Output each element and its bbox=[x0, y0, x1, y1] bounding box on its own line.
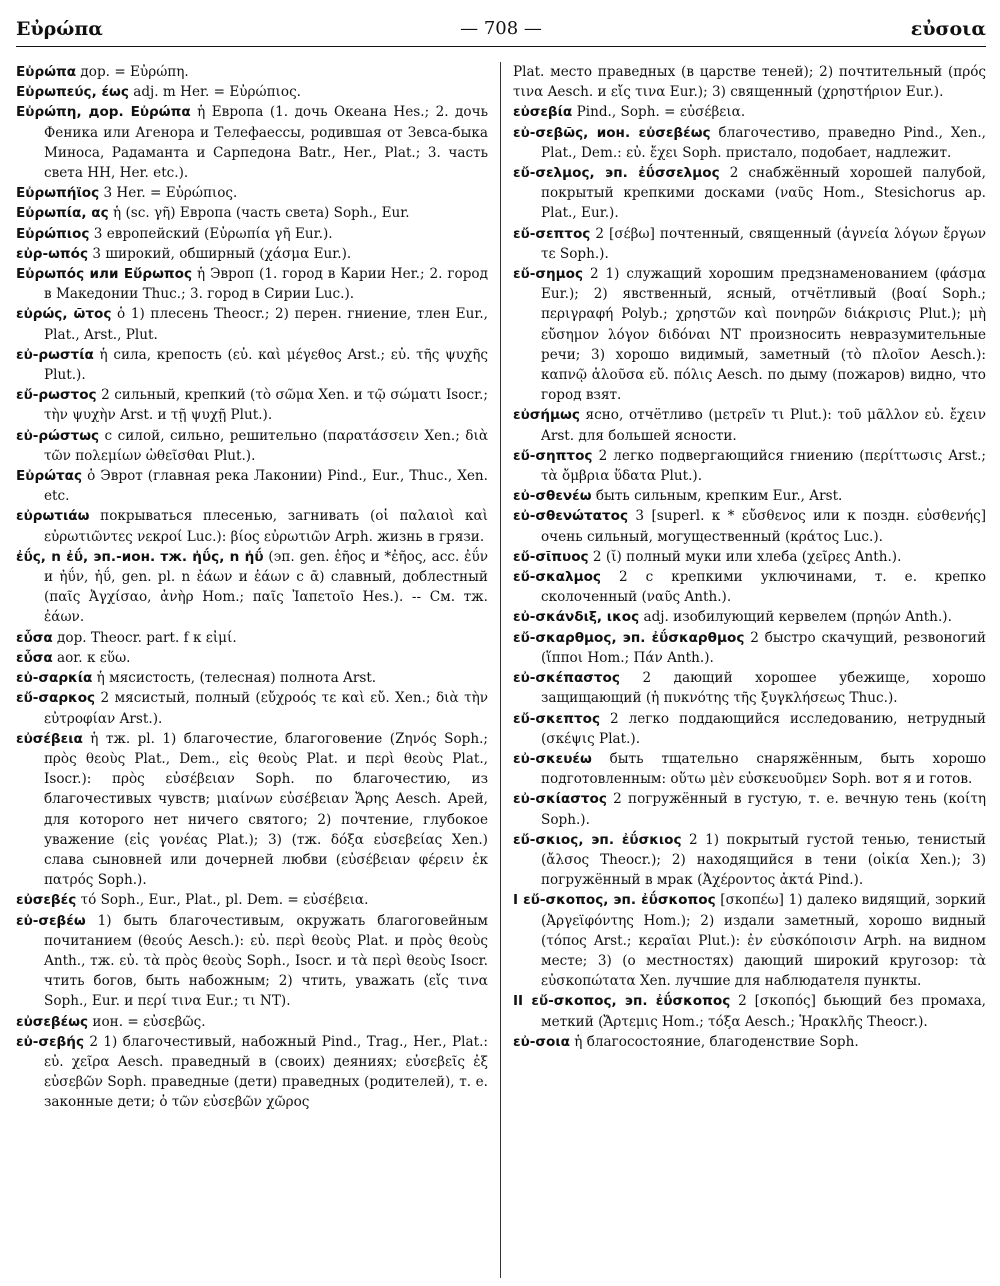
entry-definition: ἡ тж. pl. 1) благочестие, благоговение (Ζηνός Soph.; πρὸς θεοὺς Plat., Dem., εἰς θεοὺς Plat. и περὶ θεοὺς Plat., Isocr.): πρὸς εὐσέβειαν Soph. по благочестию, из благочестивых чувств; μιαίνων εὐσέβειαν Ἄρης Aesch. Арей, для которого нет ничего святого; 2) почтение, глубокое уважение (εἰς γονέας Plat.); 3) (тж. δόξα εὐσεβείας Xen.) слава сыновней или дочерней любви (εὐσέβειαν φέρειν ἐκ πατρός Soph.). bbox=[44, 730, 488, 889]
entry-headword: εὐ-ρώστως bbox=[16, 427, 100, 444]
entry-headword: Εὐρώτας bbox=[16, 468, 83, 485]
dictionary-entry bbox=[16, 224, 488, 244]
dictionary-entry bbox=[513, 102, 986, 122]
entry-definition: ἡ Европа (1. дочь Океана Hes.; 2. дочь Феника или Агенора и Телефаессы, родившая от Зевса-быка Миноса, Радаманта и Сарпедона Batr., Her., Plat.; 3. часть света HH, Her. etc.). bbox=[44, 104, 488, 182]
entry-headword: Εὐρωπός или Εὔρωπος bbox=[16, 266, 193, 283]
dictionary-entry bbox=[513, 264, 986, 405]
dictionary-entry bbox=[513, 749, 986, 789]
dictionary-entry bbox=[16, 729, 488, 891]
entry-headword: Εὐρωπήϊος bbox=[16, 185, 100, 202]
entry-headword: εὐ-σεβής bbox=[16, 1033, 85, 1050]
entry-definition: aor. к εὕω. bbox=[52, 649, 131, 666]
dictionary-entry bbox=[16, 911, 488, 1012]
entry-headword: εὔ-σηπτος bbox=[513, 447, 593, 464]
dictionary-entry bbox=[513, 628, 986, 668]
entry-definition: adj. изобилующий кервелем (πρηών Anth.). bbox=[639, 609, 952, 626]
entry-headword: Εὐρώπα bbox=[16, 64, 77, 80]
entry-headword: εὐρώς, ῶτος bbox=[16, 306, 112, 323]
dictionary-entry bbox=[16, 345, 488, 385]
entry-definition: 2 [σκοπός] бьющий без промаха, меткий (Ἄρτεμις Hom.; τόξα Aesch.; Ἡρακλῆς Theocr.). bbox=[541, 993, 986, 1030]
dictionary-entry bbox=[513, 506, 986, 546]
dictionary-entry bbox=[16, 244, 488, 264]
dictionary-entry bbox=[513, 446, 986, 486]
entry-definition: 3 широкий, обширный (χάσμα Eur.). bbox=[88, 245, 352, 262]
dictionary-entry bbox=[16, 506, 488, 546]
entry-headword: εὔ-σκιος, эп. ἐΰσκιος bbox=[513, 831, 682, 848]
entry-definition: ион. = εὐσεβῶς. bbox=[88, 1013, 206, 1030]
dictionary-entry bbox=[513, 607, 986, 627]
dictionary-entry bbox=[16, 1012, 488, 1032]
entry-definition: 2 легко подвергающийся гниению (περίττωσις Arst.; τὰ ὄμβρια ὕδατα Plut.). bbox=[541, 447, 986, 485]
entry-headword: εὐ-σκάνδιξ, ικος bbox=[513, 609, 640, 626]
entry-headword: I εὔ-σκοπος, эп. ἐΰσκοπος bbox=[513, 892, 716, 909]
entry-headword: Εὐρωπία, ας bbox=[16, 205, 109, 222]
entry-headword: Εὐρώπιος bbox=[16, 225, 90, 242]
entry-headword: εὐ-σαρκία bbox=[16, 670, 93, 687]
entry-headword: εὐσεβέως bbox=[16, 1013, 89, 1030]
entry-headword: εὐ-σοια bbox=[513, 1033, 570, 1050]
entry-headword: εὐσήμως bbox=[513, 407, 580, 424]
entry-headword: εὔ-σελμος, эп. ἐΰσσελμος bbox=[513, 165, 720, 182]
entry-headword: εὔ-σημος bbox=[513, 266, 584, 283]
dictionary-entry bbox=[16, 668, 488, 688]
dictionary-entry bbox=[513, 709, 986, 749]
entry-definition: 2 (ῐ) полный муки или хлеба (χεῖρες Anth.). bbox=[588, 548, 902, 565]
entry-definition: дор. = Εὐρώπη. bbox=[76, 64, 189, 80]
page-number: — 708 — bbox=[460, 18, 542, 39]
entry-definition: ἡ Эвроп (1. город в Карии Her.; 2. город в Македонии Thuc.; 3. город в Сирии Luc.). bbox=[44, 266, 488, 303]
entry-definition: с силой, сильно, решительно (παρατάσσειν Xen.; διὰ τῶν πολεμίων ὠθεῖσθαι Plut.). bbox=[44, 427, 488, 464]
header-right-guideword: εὐσοια bbox=[910, 18, 986, 40]
entry-headword: εὐ-σκίαστος bbox=[513, 791, 607, 808]
dictionary-entry bbox=[513, 991, 986, 1031]
entry-headword: εὖσα bbox=[16, 649, 53, 666]
dictionary-entry bbox=[16, 385, 488, 425]
entry-definition: ἡ благосостояние, благоденствие Soph. bbox=[569, 1033, 859, 1050]
dictionary-entry bbox=[16, 890, 488, 910]
entry-definition: 2 1) служащий хорошим предзнаменованием (φάσμα Eur.); 2) явственный, ясный, отчётливый (βοαί Soph.; περιγραφή Polyb.; χρηστῶν καὶ πονηρῶν διάκρισις Plut.); μὴ εὔσημον λόγον διδόναι NT произносить невразумительные речи; 3) хорошо видимый, заметный (τὸ πλοῖον Aesch.): καπνῷ ἁλοῦσα εὔ. πόλις Aesch. по дыму (пожаров) видно, что город взят. bbox=[541, 266, 986, 404]
entry-headword: ἐΰς, n ἐΰ, эп.-ион. тж. ἠΰς, n ἠΰ bbox=[16, 548, 264, 565]
entry-headword: εὔ-σῖπυος bbox=[513, 548, 589, 565]
entry-definition: 2 легко поддающийся исследованию, нетрудный (σκέψις Plat.). bbox=[541, 710, 986, 747]
entry-headword: εὐ-σθενώτατος bbox=[513, 508, 629, 525]
header-left-guideword: Εὐρώπα bbox=[16, 18, 103, 40]
entry-headword: εὐρωτιάω bbox=[16, 508, 90, 525]
entry-definition: 2 сильный, крепкий (τὸ σῶμα Xen. и τῷ σώματι Isocr.; τὴν ψυχὴν Arst. и τῇ ψυχῇ Plut.). bbox=[44, 387, 488, 424]
entry-headword: εὐ-σεβῶς, ион. εὐσεβέως bbox=[513, 124, 711, 141]
entry-headword: εὐσέβεια bbox=[16, 730, 83, 747]
entry-definition: 2 мясистый, полный (εὔχροός τε καὶ εὔ. Xen.; διὰ τὴν εὐτροφίαν Arst.). bbox=[44, 690, 488, 727]
dictionary-entry bbox=[513, 123, 986, 163]
dictionary-entry bbox=[513, 789, 986, 829]
right-column bbox=[501, 62, 986, 1278]
dictionary-entry bbox=[513, 163, 986, 224]
dictionary-entry bbox=[16, 82, 488, 102]
entry-headword: εὐ-σκέπαστος bbox=[513, 670, 620, 687]
entry-definition: 3 европейский (Εὐρωπία γῆ Eur.). bbox=[89, 225, 333, 242]
entry-headword: εὔ-σαρκος bbox=[16, 690, 96, 707]
dictionary-entry bbox=[16, 688, 488, 728]
entry-headword: Εὐρωπεύς, έως bbox=[16, 84, 129, 101]
dictionary-entry bbox=[513, 547, 986, 567]
entry-definition: 2 снабжённый хорошей палубой, покрытый крепкими досками (ναῦς Hom., Stesichorus ap. Plat., Eur.). bbox=[541, 165, 986, 222]
entry-definition: ὁ 1) плесень Theocr.; 2) перен. гниение, тлен Eur., Plat., Arst., Plut. bbox=[44, 306, 488, 343]
dictionary-entry bbox=[513, 668, 986, 708]
dictionary-entry bbox=[16, 203, 488, 223]
left-column bbox=[16, 62, 501, 1278]
entry-headword: εὖσα bbox=[16, 629, 53, 646]
dictionary-entry bbox=[513, 405, 986, 445]
entry-definition: (эп. gen. ἑῆος и *ἐῆος, acc. ἐΰν и ἠΰν, ἠΰ, gen. pl. n ἐάων и ἑάων с ᾱ) славный, доблестный (παῖς Ἀγχίσαο, ἀνὴρ Hom.; παῖς Ἰαπετοῖο Hes.). -- См. тж. ἐάων. bbox=[44, 548, 489, 626]
entry-definition: 3 Her. = Εὐρώπιος. bbox=[99, 185, 238, 202]
dictionary-entry bbox=[16, 102, 488, 183]
entry-definition: 2 [σέβω] почтенный, священный (ἁγνεία λόγων ἔργων τε Soph.). bbox=[541, 225, 986, 262]
entry-definition: благочестиво, праведно Pind., Xen., Plat., Dem.: εὐ. ἔχει Soph. пристало, подобает, надлежит. bbox=[541, 124, 986, 161]
dictionary-entry bbox=[16, 183, 488, 203]
entry-definition: 2 1) покрытый густой тенью, тенистый (ἄλσος Theocr.); 2) находящийся в тени (οἰκία Xen.); 3) погружённый в мрак (Ἀχέροντος ἀκτά Pind.). bbox=[541, 831, 986, 889]
entry-definition: ἡ сила, крепость (εὐ. καὶ μέγεθος Arst.; εὐ. τῆς ψυχῆς Plut.). bbox=[44, 346, 488, 384]
entry-definition: быть тщательно снаряжённым, быть хорошо подготовленным: οὕτω μὲν εὐσκευοῦμεν Soph. вот я и готов. bbox=[541, 750, 986, 788]
entry-headword: εὐσεβία bbox=[513, 104, 573, 121]
dictionary-entry bbox=[16, 62, 488, 82]
dictionary-entry bbox=[16, 628, 488, 648]
entry-definition: 3 [superl. к * εὔσθενος или к поздн. εὐσθενής] очень сильный, могущественный (κράτος Luc.). bbox=[541, 508, 986, 545]
entry-headword: εὔ-σεπτος bbox=[513, 225, 591, 242]
entry-headword: εὔ-σκεπτος bbox=[513, 710, 601, 727]
dictionary-entry bbox=[16, 426, 488, 466]
dictionary-entry bbox=[513, 62, 986, 102]
dictionary-entry bbox=[513, 1032, 986, 1052]
entry-definition: 2 погружённый в густую, т. е. вечную тень (κοίτη Soph.). bbox=[541, 791, 986, 828]
entry-definition: покрываться плесенью, загнивать (οἱ παλαιοὶ καὶ εὐρωτιῶντες νεκροί Luc.): βίος εὐρωτιῶν Arph. жизнь в грязи. bbox=[44, 508, 488, 545]
dictionary-entry bbox=[513, 830, 986, 891]
entry-definition: Plat. место праведных (в царстве теней); 2) почтительный (πρός τινα Aesch. и εἴς τινα Eur.); 3) священный (χρηστήριον Eur.). bbox=[513, 64, 986, 101]
entry-definition: 2 с крепкими уключинами, т. е. крепко сколоченный (ναῦς Anth.). bbox=[541, 569, 986, 606]
entry-headword: εὐ-σεβέω bbox=[16, 912, 86, 929]
dictionary-entry bbox=[16, 1032, 488, 1113]
entry-definition: Pind., Soph. = εὐσέβεια. bbox=[572, 104, 746, 121]
entry-definition: τό Soph., Eur., Plat., pl. Dem. = εὐσέβεια. bbox=[76, 892, 369, 909]
entry-definition: adj. m Her. = Εὐρώπιος. bbox=[128, 84, 302, 101]
entry-headword: II εὔ-σκοπος, эп. ἐΰσκοπος bbox=[513, 993, 731, 1010]
dictionary-entry bbox=[513, 567, 986, 607]
dictionary-entry bbox=[16, 304, 488, 344]
dictionary-entry bbox=[513, 224, 986, 264]
dictionary-entry bbox=[513, 486, 986, 506]
entry-headword: εὔ-σκαλμος bbox=[513, 569, 601, 586]
entry-definition: 1) быть благочестивым, окружать благоговейным почитанием (θεούς Aesch.): εὐ. περὶ θεοὺς Plat. и πρὸς θεοὺς Anth., тж. εὐ. τὰ πρὸς θεοὺς Soph., Isocr. и τὰ περὶ θεοὺς Isocr. чтить богов, быть набожным; 2) чтить, уважать (εἴς τινα Soph., Eur. и περί τινα Eur.; τι NT). bbox=[44, 912, 488, 1010]
entry-headword: εὐ-ρωστία bbox=[16, 346, 94, 363]
dictionary-entry bbox=[16, 466, 488, 506]
entry-headword: Εὐρώπη, дор. Εὐρώπα bbox=[16, 104, 191, 121]
entry-definition: 2 1) благочестивый, набожный Pind., Trag., Her., Plat.: εὐ. χεῖρα Aesch. праведный в (своих) деяниях; εὐσεβεῖς ἐξ εὐσεβῶν Soph. праведные (дети) праведных (родителей), т. е. законные дети; ὁ τῶν εὐσεβῶν χῶρος bbox=[44, 1033, 488, 1111]
dictionary-columns bbox=[16, 62, 986, 1278]
entry-definition: ὁ Эврот (главная река Лаконии) Pind., Eur., Thuc., Xen. etc. bbox=[44, 468, 488, 505]
dictionary-entry bbox=[16, 264, 488, 304]
entry-definition: ἡ мясистость, (телесная) полнота Arst. bbox=[92, 670, 377, 687]
entry-definition: [σκοπέω] 1) далеко видящий, зоркий (Ἀργεϊφόντης Hom.); 2) издали заметный, хорошо видный (τόπος Arst.; κεραῖαι Plut.): ἐν εὐσκόποισιν Arph. на видном месте; 3) (о местностях) дающий широкий кругозор: τὰ εὐσκοπώτατα Xen. лучшие для наблюдателя пункты. bbox=[541, 892, 986, 990]
entry-definition: 2 быстро скачущий, резвоногий (ἵπποι Hom.; Πάν Anth.). bbox=[541, 629, 986, 666]
entry-headword: εὐ-σθενέω bbox=[513, 488, 592, 505]
entry-definition: дор. Theocr. part. f к εἰμί. bbox=[52, 629, 237, 646]
dictionary-entry bbox=[513, 890, 986, 991]
page-header bbox=[16, 14, 986, 47]
dictionary-entry bbox=[16, 547, 488, 628]
dictionary-entry bbox=[16, 648, 488, 668]
entry-headword: εὔ-ρωστος bbox=[16, 387, 97, 404]
entry-headword: εὔ-σκαρθμος, эп. ἐΰσκαρθμος bbox=[513, 629, 745, 646]
entry-headword: εὐρ-ωπός bbox=[16, 245, 89, 262]
entry-definition: быть сильным, крепким Eur., Arst. bbox=[591, 488, 843, 505]
entry-headword: εὐσεβές bbox=[16, 892, 77, 909]
entry-definition: 2 дающий хорошее убежище, хорошо защищающий (ἡ πυκνότης τῆς ξυγκλήσεως Thuc.). bbox=[541, 670, 986, 707]
entry-definition: ἡ (sc. γῆ) Европа (часть света) Soph., Eur. bbox=[108, 205, 410, 222]
entry-definition: ясно, отчётливо (μετρεῖν τι Plut.): τοῦ μᾶλλον εὐ. ἔχειν Arst. для большей ясности. bbox=[541, 407, 986, 444]
entry-headword: εὐ-σκευέω bbox=[513, 750, 592, 767]
